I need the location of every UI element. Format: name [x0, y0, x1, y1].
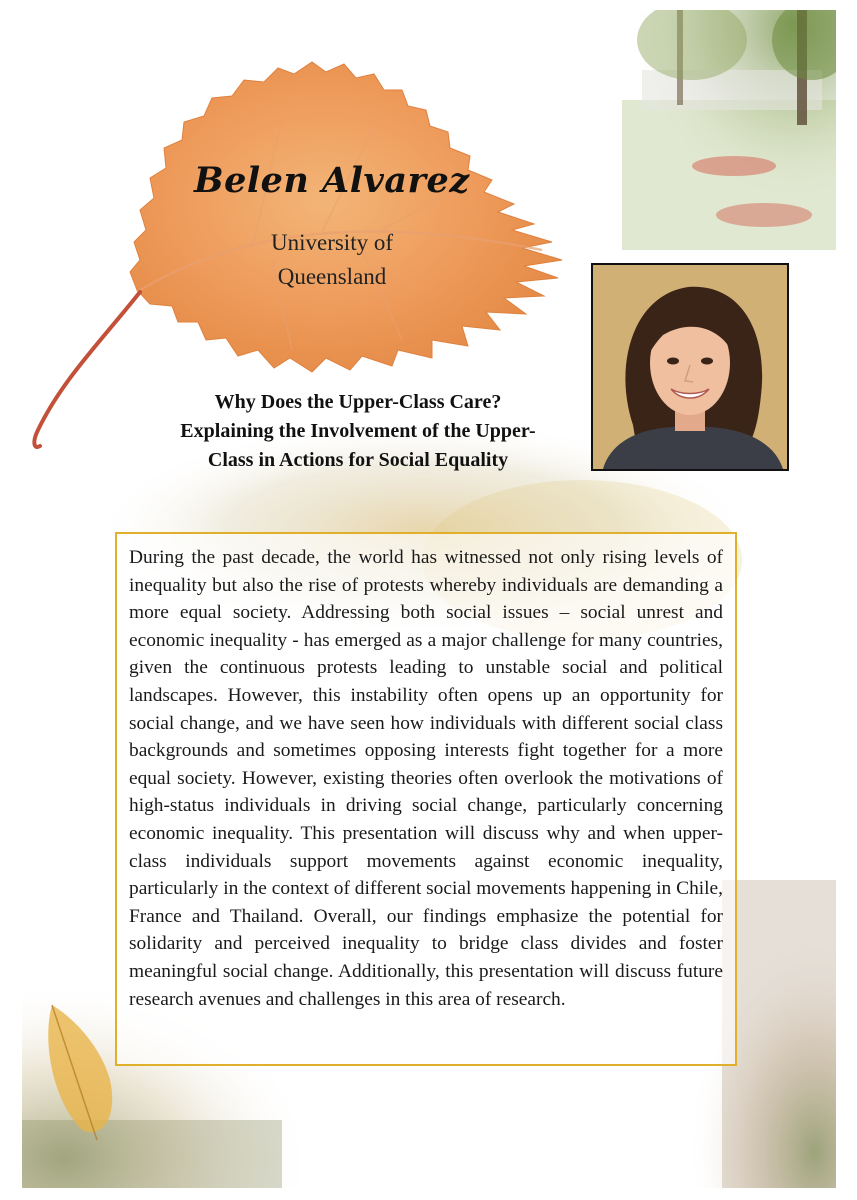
talk-title	[128, 388, 588, 475]
poster-frame	[22, 10, 836, 1188]
speaker-portrait	[593, 265, 787, 469]
affiliation-line-2: Queensland	[277, 264, 387, 289]
abstract-text: During the past decade, the world has witnessed not only rising levels of inequality but also the rise of protests whereby individuals are demanding a more equal society. Addressing both social issues – social unrest and economic inequality - has emerged as a major challenge for many countries, given the continuous protests leading to unstable social and political landscapes. However, this instability often opens up an opportunity for social change, and we have seen how individuals with different social class backgrounds and sometimes opposing interests fight together for a more equal society. However, existing theories often overlook the motivations of high-status individuals in driving social change, particularly concerning economic inequality. This presentation will discuss why and when upper-class individuals support movements against economic inequality, particularly in the context of different social movements happening in Chile, France and Thailand. Overall, our findings emphasize the potential for solidarity and perceived inequality to bridge class divides and foster meaningful social change. Additionally, this presentation will discuss future research avenues and challenges in this area of research.	[129, 547, 723, 1010]
talk-title-line-3: Class in Actions for Social Equality	[207, 449, 509, 471]
abstract-box	[115, 532, 737, 1066]
talk-title-line-1: Why Does the Upper-Class Care?	[214, 391, 502, 413]
talk-title-line-2: Explaining the Involvement of the Upper-	[180, 420, 536, 442]
speaker-photo	[591, 263, 789, 471]
speaker-name: Belen Alvarez	[194, 160, 470, 201]
speaker-affiliation	[232, 226, 432, 294]
affiliation-line-1: University of	[270, 230, 393, 255]
